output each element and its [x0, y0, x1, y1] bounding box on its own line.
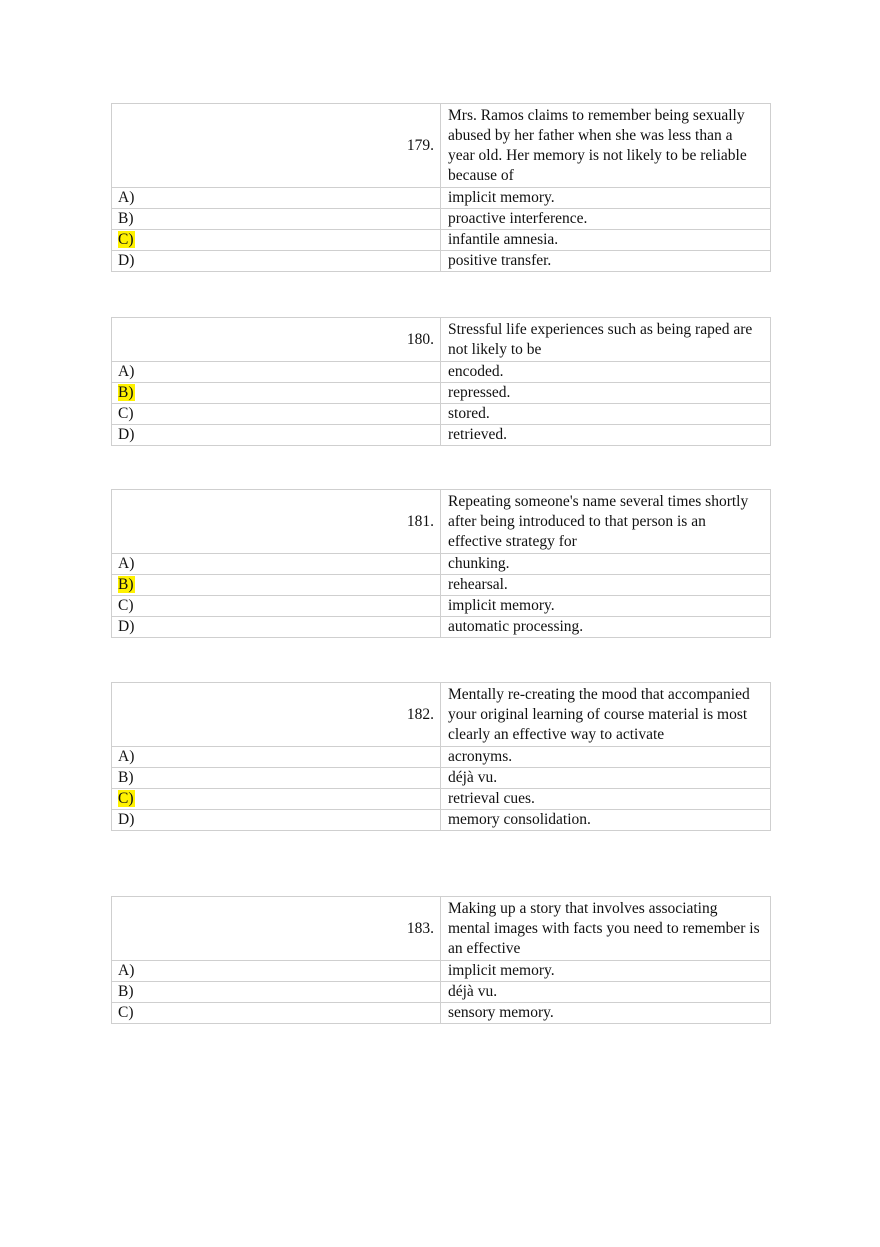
option-row — [112, 362, 771, 383]
question-header-row — [112, 104, 771, 188]
option-text: déjà vu. — [441, 768, 771, 789]
option-text: retrieval cues. — [441, 789, 771, 810]
option-text: retrieved. — [441, 425, 771, 446]
question-180-table — [111, 317, 771, 446]
option-row — [112, 554, 771, 575]
question-stem: Mentally re-creating the mood that accompanied your original learning of course material is most clearly an effective way to activate — [441, 683, 771, 747]
option-letter — [112, 768, 441, 789]
option-text: implicit memory. — [441, 961, 771, 982]
option-row — [112, 617, 771, 638]
option-text: memory consolidation. — [441, 810, 771, 831]
option-letter — [112, 362, 441, 383]
question-header-row — [112, 318, 771, 362]
question-stem: Repeating someone's name several times shortly after being introduced to that person is an effective strategy for — [441, 490, 771, 554]
option-letter-text: D) — [118, 426, 135, 443]
option-letter — [112, 810, 441, 831]
question-number: 180. — [112, 318, 441, 362]
option-letter — [112, 789, 441, 810]
question-header-row — [112, 490, 771, 554]
question-number: 183. — [112, 897, 441, 961]
option-text: sensory memory. — [441, 1003, 771, 1024]
option-text: déjà vu. — [441, 982, 771, 1003]
question-183-table — [111, 896, 771, 1024]
option-row — [112, 251, 771, 272]
option-row — [112, 209, 771, 230]
question-179-table — [111, 103, 771, 272]
option-text: acronyms. — [441, 747, 771, 768]
option-letter — [112, 188, 441, 209]
option-letter — [112, 596, 441, 617]
option-row — [112, 961, 771, 982]
option-letter — [112, 383, 441, 404]
option-letter-text: D) — [118, 618, 135, 635]
option-letter — [112, 617, 441, 638]
option-text: chunking. — [441, 554, 771, 575]
option-letter-text: A) — [118, 962, 135, 979]
option-text: implicit memory. — [441, 596, 771, 617]
option-text: stored. — [441, 404, 771, 425]
option-letter — [112, 425, 441, 446]
question-stem: Mrs. Ramos claims to remember being sexually abused by her father when she was less than a year old. Her memory is not likely to be reliable because of — [441, 104, 771, 188]
option-text: proactive interference. — [441, 209, 771, 230]
option-letter-text: C) — [118, 597, 134, 614]
option-row — [112, 383, 771, 404]
highlighted-answer-letter: B) — [118, 384, 134, 401]
option-letter — [112, 251, 441, 272]
option-row — [112, 425, 771, 446]
option-letter — [112, 554, 441, 575]
option-letter-text: C) — [118, 405, 134, 422]
option-text: repressed. — [441, 383, 771, 404]
option-text: automatic processing. — [441, 617, 771, 638]
option-row — [112, 575, 771, 596]
option-letter — [112, 209, 441, 230]
option-text: infantile amnesia. — [441, 230, 771, 251]
highlighted-answer-letter: B) — [118, 576, 134, 593]
question-header-row — [112, 683, 771, 747]
option-letter-text: A) — [118, 748, 135, 765]
option-row — [112, 188, 771, 209]
question-stem: Stressful life experiences such as being raped are not likely to be — [441, 318, 771, 362]
option-row — [112, 596, 771, 617]
option-letter — [112, 230, 441, 251]
question-number: 179. — [112, 104, 441, 188]
option-letter — [112, 747, 441, 768]
option-letter — [112, 961, 441, 982]
option-row — [112, 1003, 771, 1024]
option-letter — [112, 404, 441, 425]
option-text: encoded. — [441, 362, 771, 383]
question-stem: Making up a story that involves associating mental images with facts you need to remember is an effective — [441, 897, 771, 961]
option-letter-text: D) — [118, 811, 135, 828]
option-text: implicit memory. — [441, 188, 771, 209]
option-letter-text: A) — [118, 363, 135, 380]
highlighted-answer-letter: C) — [118, 790, 134, 807]
option-letter — [112, 575, 441, 596]
option-text: positive transfer. — [441, 251, 771, 272]
option-letter-text: A) — [118, 555, 135, 572]
question-182-table — [111, 682, 771, 831]
option-letter-text: B) — [118, 769, 134, 786]
option-letter-text: B) — [118, 983, 134, 1000]
question-number: 182. — [112, 683, 441, 747]
question-181-table — [111, 489, 771, 638]
option-row — [112, 404, 771, 425]
option-letter — [112, 1003, 441, 1024]
option-letter-text: A) — [118, 189, 135, 206]
question-number: 181. — [112, 490, 441, 554]
option-row — [112, 230, 771, 251]
option-row — [112, 768, 771, 789]
highlighted-answer-letter: C) — [118, 231, 134, 248]
option-row — [112, 982, 771, 1003]
option-row — [112, 810, 771, 831]
option-row — [112, 789, 771, 810]
option-letter-text: B) — [118, 210, 134, 227]
option-letter-text: C) — [118, 1004, 134, 1021]
option-row — [112, 747, 771, 768]
option-letter — [112, 982, 441, 1003]
question-header-row — [112, 897, 771, 961]
option-letter-text: D) — [118, 252, 135, 269]
option-text: rehearsal. — [441, 575, 771, 596]
